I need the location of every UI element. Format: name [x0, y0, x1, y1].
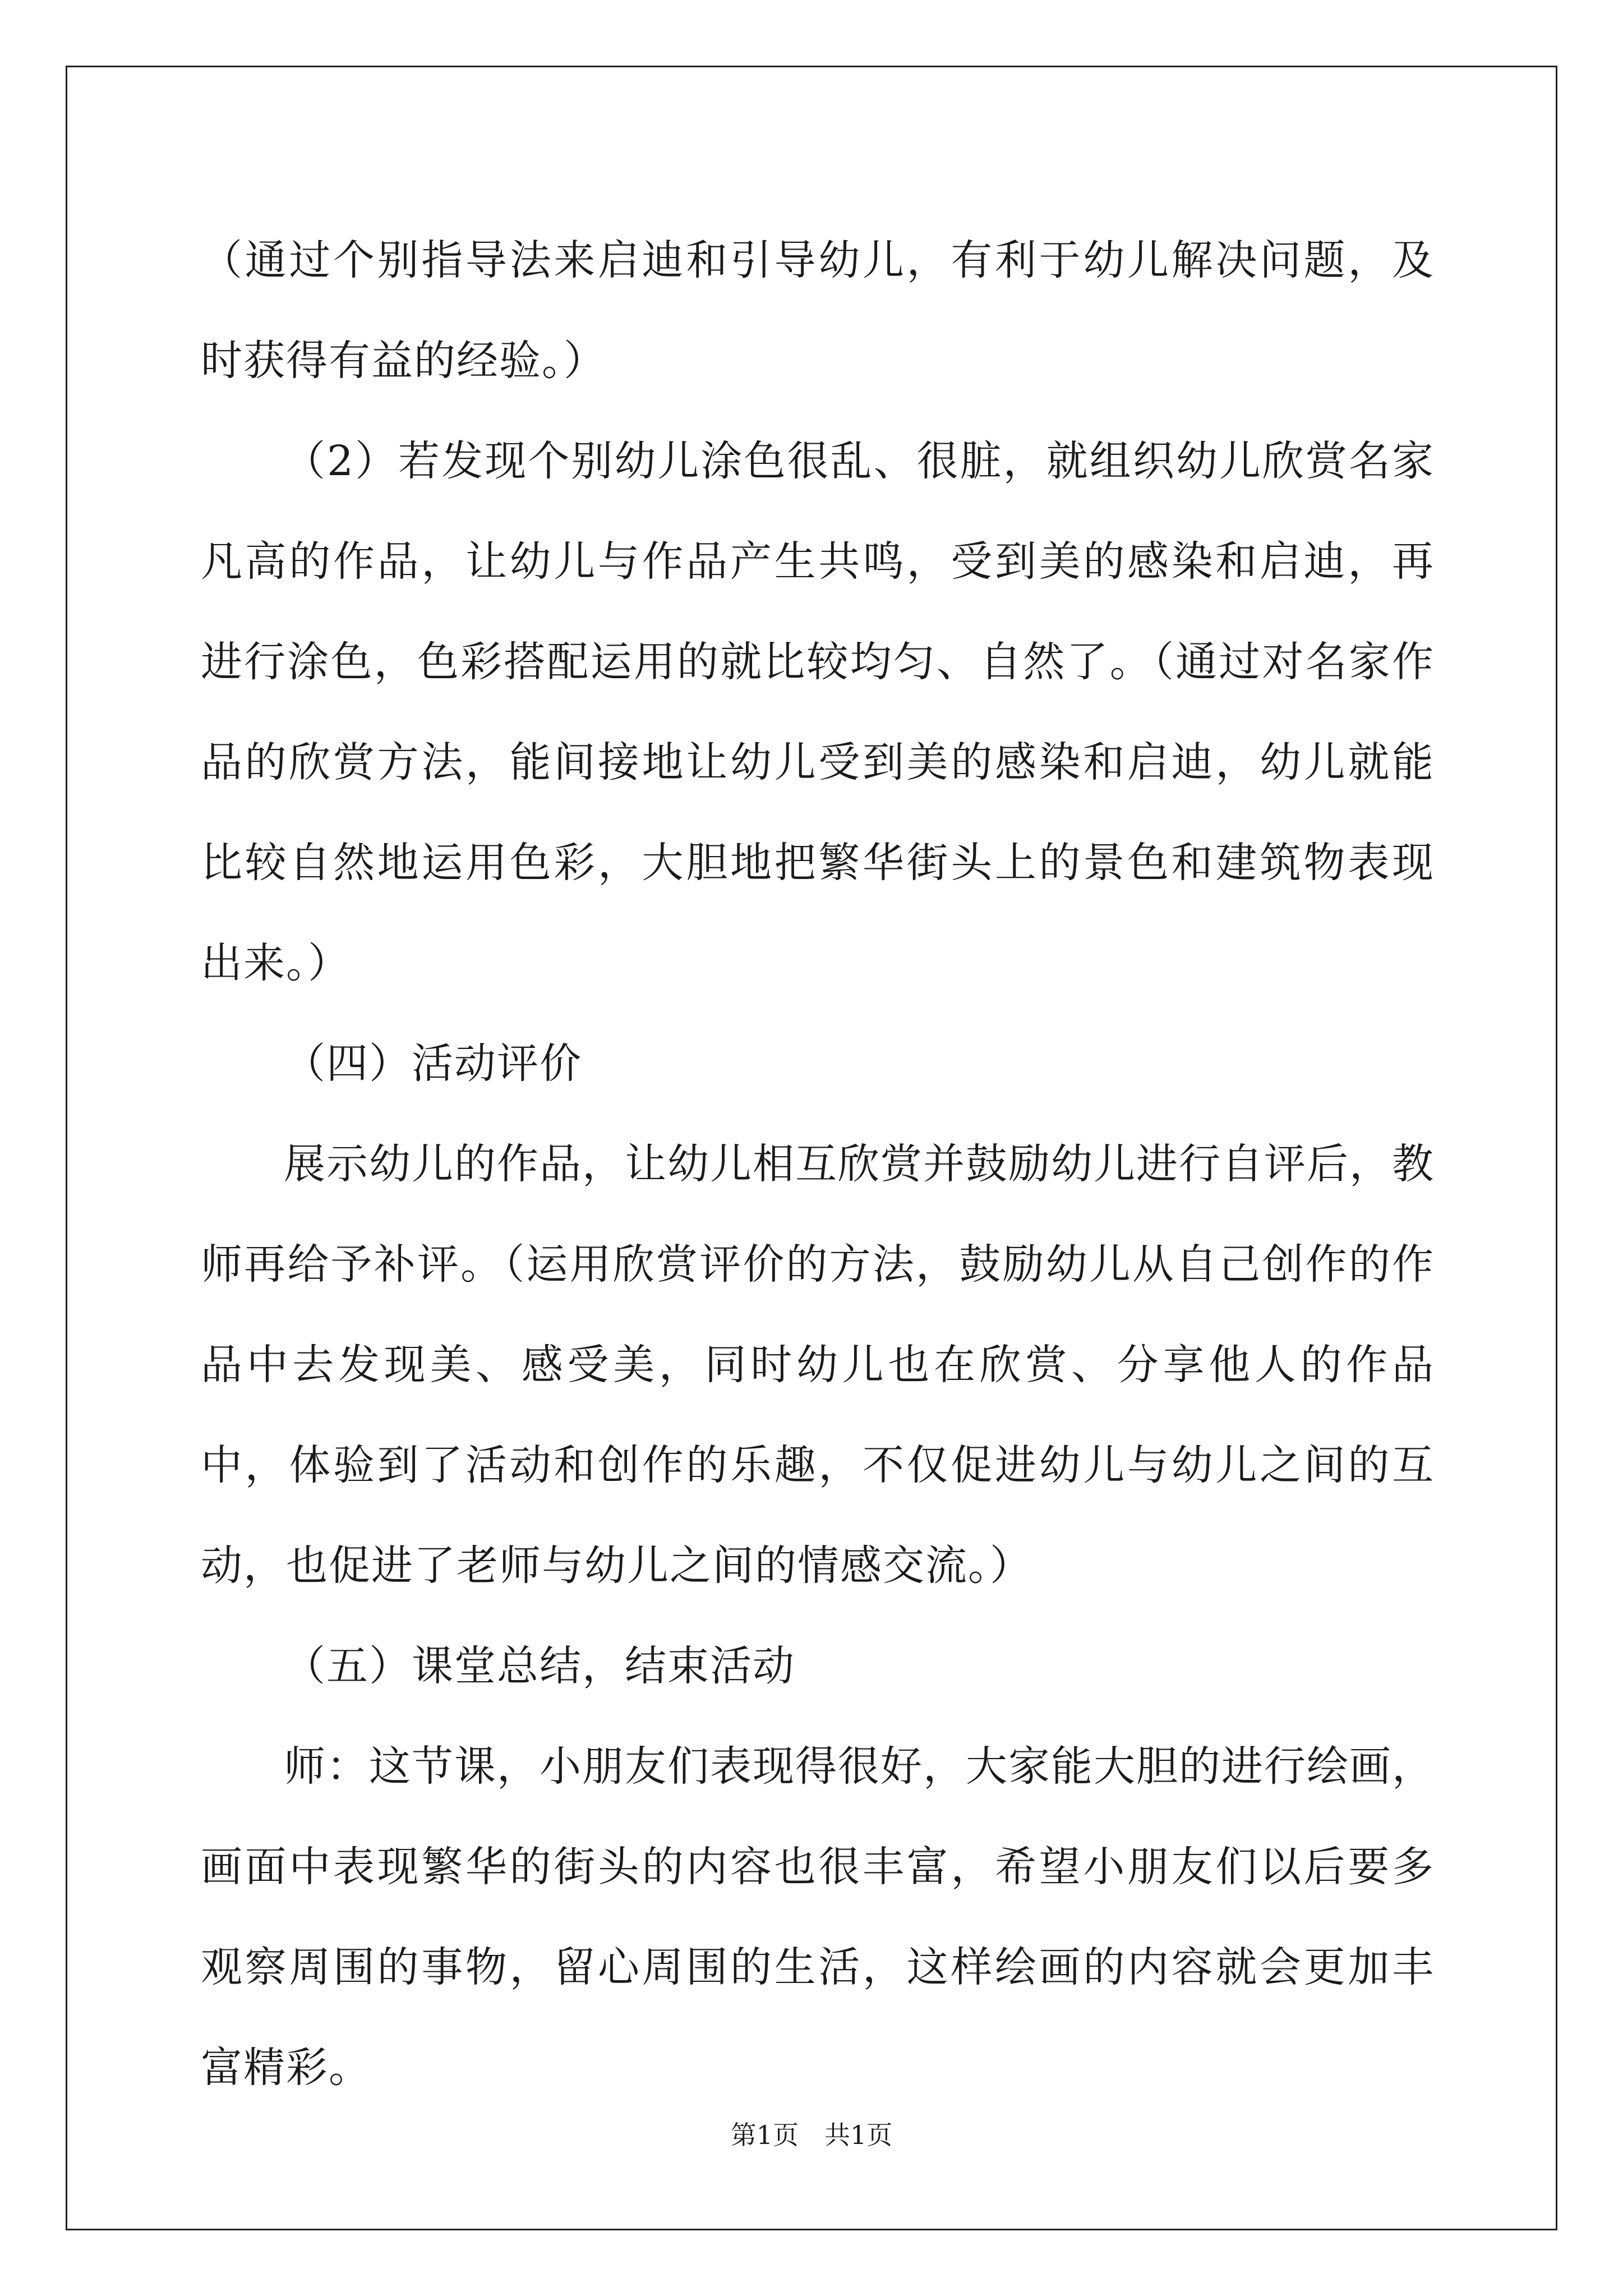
section-heading-summary: （五）课堂总结，结束活动 [284, 1642, 795, 1690]
paragraph-summary: 师：这节课，小朋友们表现得很好，大家能大胆的进行绘画，画面中表现繁华的街头的内容也很丰富，希望小朋友们以后要多观察周围的事物，留心周围的生活，这样绘画的内容就会更加丰富精彩。 [201, 1742, 1435, 2092]
document-body [201, 210, 1435, 2118]
page-number-footer: 第1页 共1页 [730, 2120, 893, 2150]
paragraph-coloring-appreciation: （2）若发现个别幼儿涂色很乱、很脏，就组织幼儿欣赏名家凡高的作品，让幼儿与作品产生共鸣，受到美的感染和启迪，再进行涂色，色彩搭配运用的就比较均匀、自然了。（通过对名家作品的欣赏方法，能间接地让幼儿受到美的感染和启迪，幼儿就能比较自然地运用色彩，大胆地把繁华街头上的景色和建筑物表现出来。） [201, 437, 1435, 987]
paragraph-guidance-note: （通过个别指导法来启迪和引导幼儿，有利于幼儿解决问题，及时获得有益的经验。） [201, 236, 1435, 385]
section-heading-evaluation: （四）活动评价 [284, 1039, 582, 1088]
paragraph-evaluation: 展示幼儿的作品，让幼儿相互欣赏并鼓励幼儿进行自评后，教师再给予补评。（运用欣赏评价的方法，鼓励幼儿从自己创作的作品中去发现美、感受美，同时幼儿也在欣赏、分享他人的作品中，体验到了活动和创作的乐趣，不仅促进幼儿与幼儿之间的互动，也促进了老师与幼儿之间的情感交流。） [201, 1140, 1435, 1590]
